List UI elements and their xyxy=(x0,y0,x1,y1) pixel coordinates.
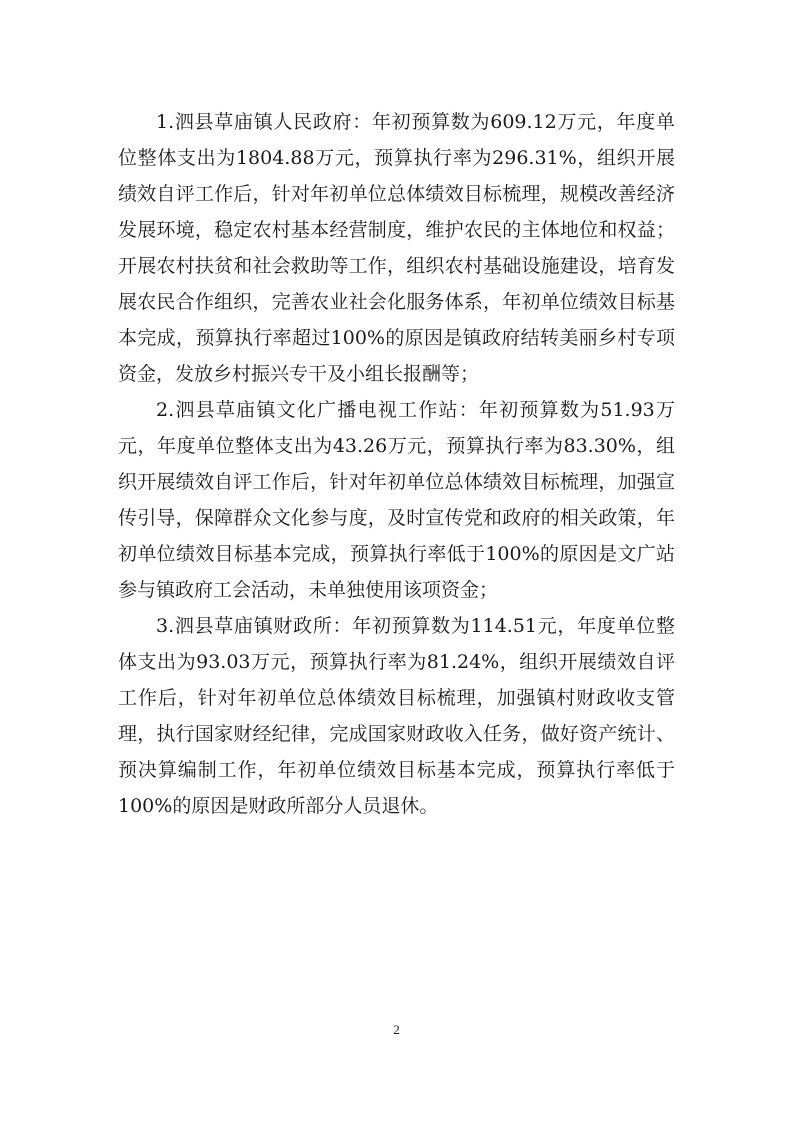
document-body xyxy=(118,104,675,824)
paragraph-caomiao-town-government: 1.泗县草庙镇人民政府：年初预算数为609.12万元，年度单位整体支出为1804.88万元，预算执行率为296.31%，组织开展绩效自评工作后，针对年初单位总体绩效目标梳理，规模改善经济发展环境，稳定农村基本经营制度，维护农民的主体地位和权益；开展农村扶贫和社会救助等工作，组织农村基础设施建设，培育发展农民合作组织，完善农业社会化服务体系，年初单位绩效目标基本完成，预算执行率超过100%的原因是镇政府结转美丽乡村专项资金，发放乡村振兴专干及小组长报酬等； xyxy=(118,111,675,385)
page-number: 2 xyxy=(393,1022,400,1037)
paragraph-finance-office: 3.泗县草庙镇财政所：年初预算数为114.51元，年度单位整体支出为93.03万元，预算执行率为81.24%，组织开展绩效自评工作后，针对年初单位总体绩效目标梳理，加强镇村财政收支管理，执行国家财经纪律，完成国家财政收入任务，做好资产统计、预决算编制工作，年初单位绩效目标基本完成，预算执行率低于100%的原因是财政所部分人员退休。 xyxy=(118,615,675,817)
paragraph-culture-broadcast-station: 2.泗县草庙镇文化广播电视工作站：年初预算数为51.93万元，年度单位整体支出为43.26万元，预算执行率为83.30%，组织开展绩效自评工作后，针对年初单位总体绩效目标梳理，加强宣传引导，保障群众文化参与度，及时宣传党和政府的相关政策，年初单位绩效目标基本完成，预算执行率低于100%的原因是文广站参与镇政府工会活动，未单独使用该项资金； xyxy=(118,399,675,601)
